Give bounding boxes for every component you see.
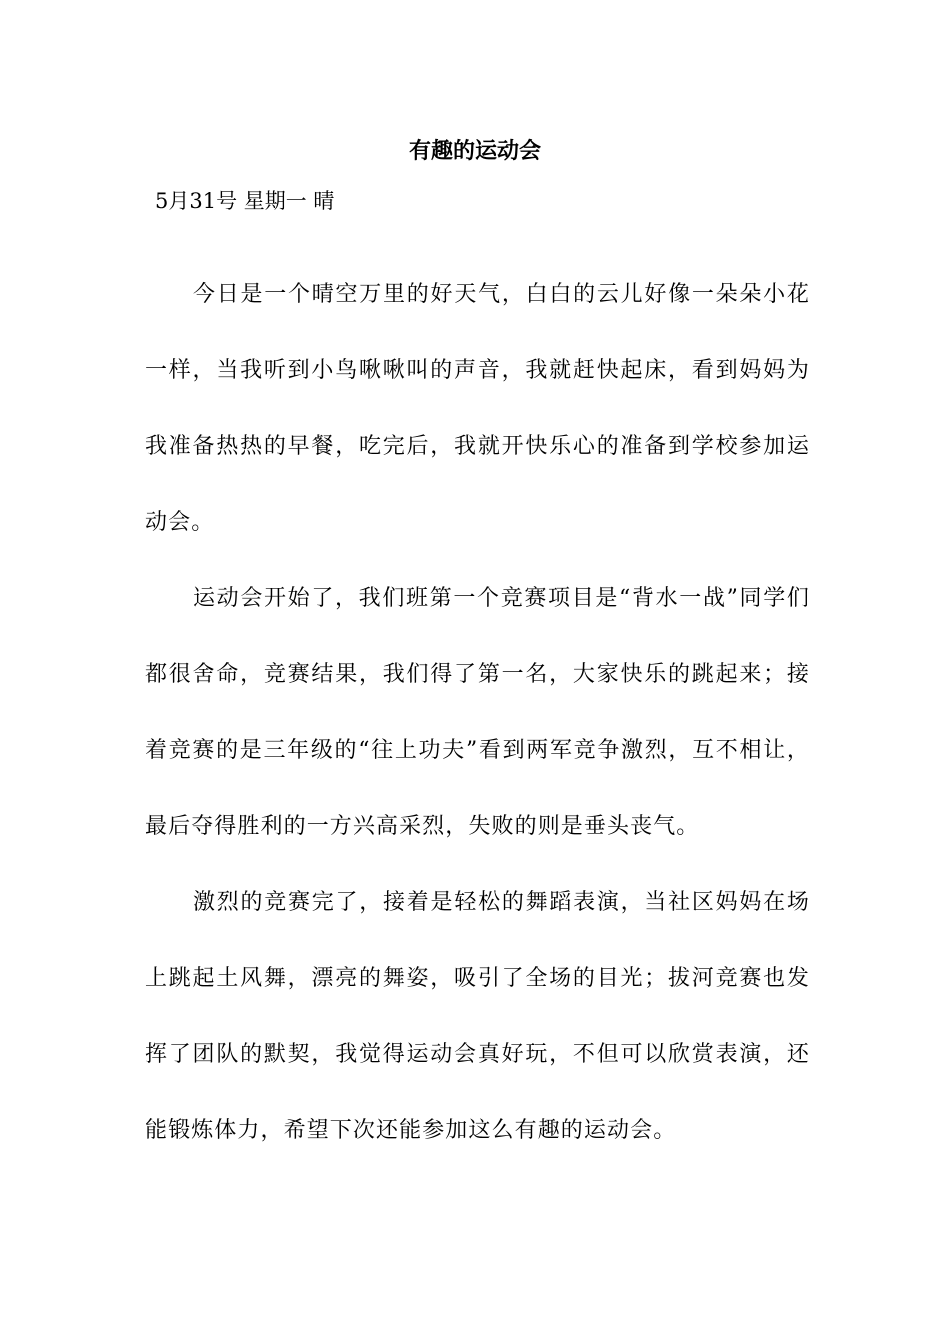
paragraph: 运动会开始了，我们班第一个竞赛项目是“背水一战”同学们都很舍命，竞赛结果，我们得了第一名，大家快乐的跳起来；接着竞赛的是三年级的“往上功夫”看到两军竞争激烈，互不相让，最后夺得胜利的一方兴高采烈，失败的则是垂头丧气。	[145, 586, 810, 839]
paragraph: 激烈的竞赛完了，接着是轻松的舞蹈表演，当社区妈妈在场上跳起土风舞，漂亮的舞姿，吸引了全场的目光；拔河竞赛也发挥了团队的默契，我觉得运动会真好玩，不但可以欣赏表演，还能锻炼体力，希望下次还能参加这么有趣的运动会。	[145, 890, 810, 1143]
paragraph: 今日是一个晴空万里的好天气，白白的云儿好像一朵朵小花一样，当我听到小鸟啾啾叫的声音，我就赶快起床，看到妈妈为我准备热热的早餐，吃完后，我就开快乐心的准备到学校参加运动会。	[145, 282, 810, 535]
document-body	[145, 257, 810, 1169]
document-title: 有趣的运动会	[408, 139, 541, 164]
dateline: 5月31号 星期一 晴	[155, 189, 335, 213]
